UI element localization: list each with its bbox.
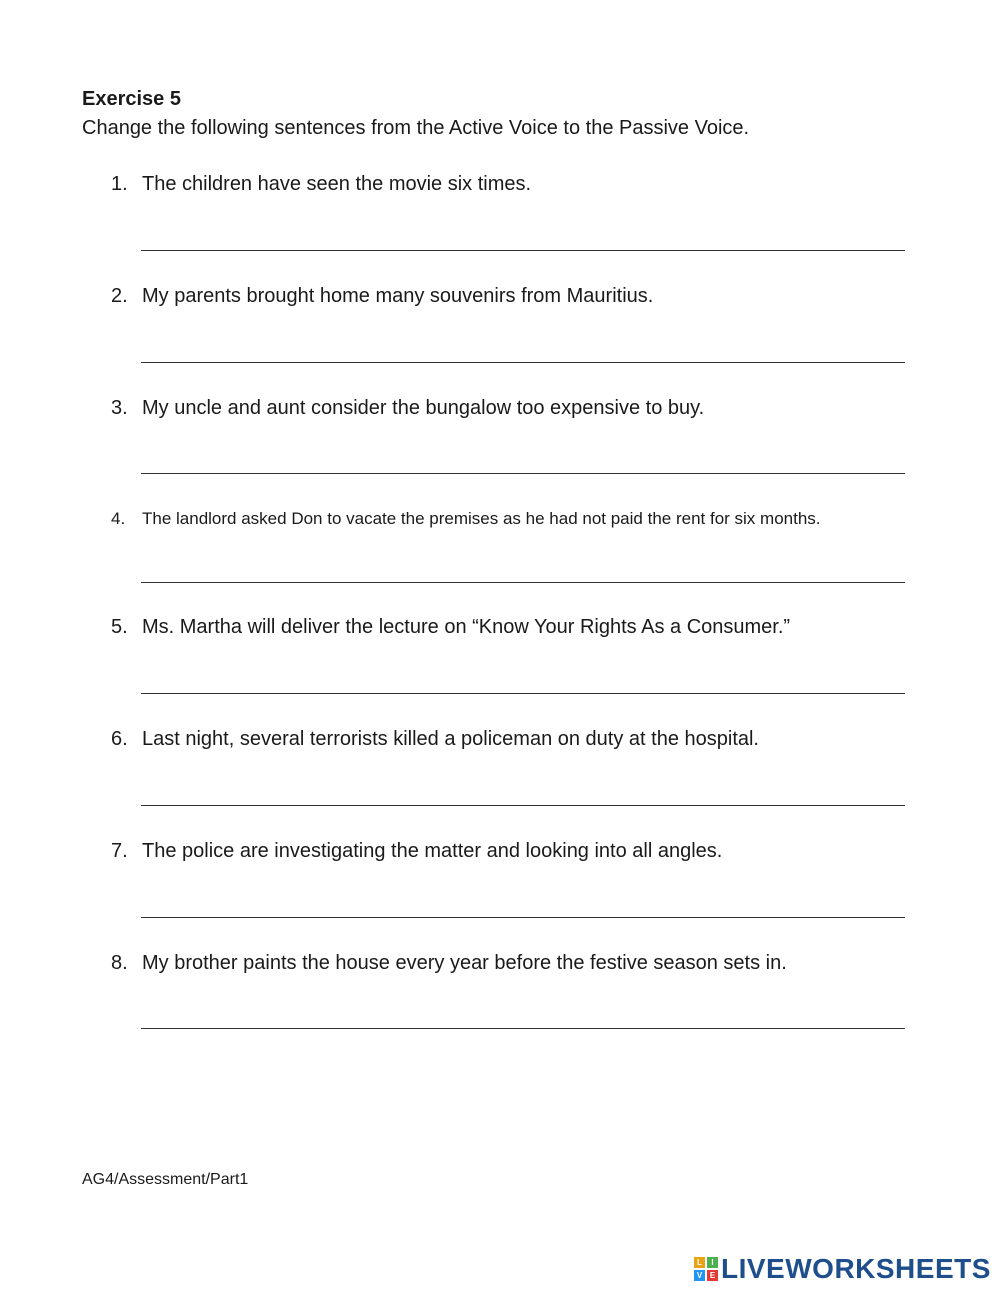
- question-7: [111, 840, 722, 863]
- question-number: 5.: [111, 616, 128, 638]
- question-number: 2.: [111, 285, 128, 307]
- question-number: 7.: [111, 840, 128, 862]
- answer-line-3[interactable]: [141, 473, 905, 474]
- question-text: My brother paints the house every year before the festive season sets in.: [142, 952, 787, 974]
- footer-code: AG4/Assessment/Part1: [82, 1171, 249, 1188]
- question-text: My uncle and aunt consider the bungalow too expensive to buy.: [142, 397, 705, 419]
- question-8: [111, 952, 787, 975]
- brand-name: LIVEWORKSHEETS: [721, 1253, 991, 1284]
- answer-line-7[interactable]: [141, 917, 905, 918]
- question-3: [111, 397, 704, 420]
- question-text: The landlord asked Don to vacate the premises as he had not paid the rent for six months.: [142, 509, 821, 528]
- question-number: 4.: [111, 509, 126, 528]
- question-number: 8.: [111, 952, 128, 974]
- liveworksheets-logo: [694, 1254, 991, 1284]
- question-number: 3.: [111, 397, 128, 419]
- logo-block-l: L: [694, 1257, 705, 1268]
- question-text: Last night, several terrorists killed a policeman on duty at the hospital.: [142, 728, 759, 750]
- question-text: Ms. Martha will deliver the lecture on “Know Your Rights As a Consumer.”: [142, 616, 791, 638]
- answer-line-2[interactable]: [141, 362, 905, 363]
- logo-blocks-icon: [694, 1257, 718, 1281]
- question-number: 1.: [111, 173, 128, 195]
- question-6: [111, 728, 759, 751]
- question-1: [111, 173, 531, 196]
- answer-line-5[interactable]: [141, 693, 905, 694]
- question-5: [111, 616, 790, 639]
- logo-block-e: E: [707, 1270, 718, 1281]
- answer-line-1[interactable]: [141, 250, 905, 251]
- question-text: The children have seen the movie six times.: [142, 173, 532, 195]
- answer-line-6[interactable]: [141, 805, 905, 806]
- exercise-instruction: Change the following sentences from the Active Voice to the Passive Voice.: [82, 117, 750, 139]
- exercise-title: Exercise 5: [82, 88, 181, 110]
- answer-line-4[interactable]: [141, 582, 905, 583]
- question-text: My parents brought home many souvenirs from Mauritius.: [142, 285, 654, 307]
- logo-block-v: V: [694, 1270, 705, 1281]
- question-2: [111, 285, 653, 308]
- question-text: The police are investigating the matter and looking into all angles.: [142, 840, 723, 862]
- question-number: 6.: [111, 728, 128, 750]
- question-4: [111, 509, 821, 529]
- logo-block-i: I: [707, 1257, 718, 1268]
- answer-line-8[interactable]: [141, 1028, 905, 1029]
